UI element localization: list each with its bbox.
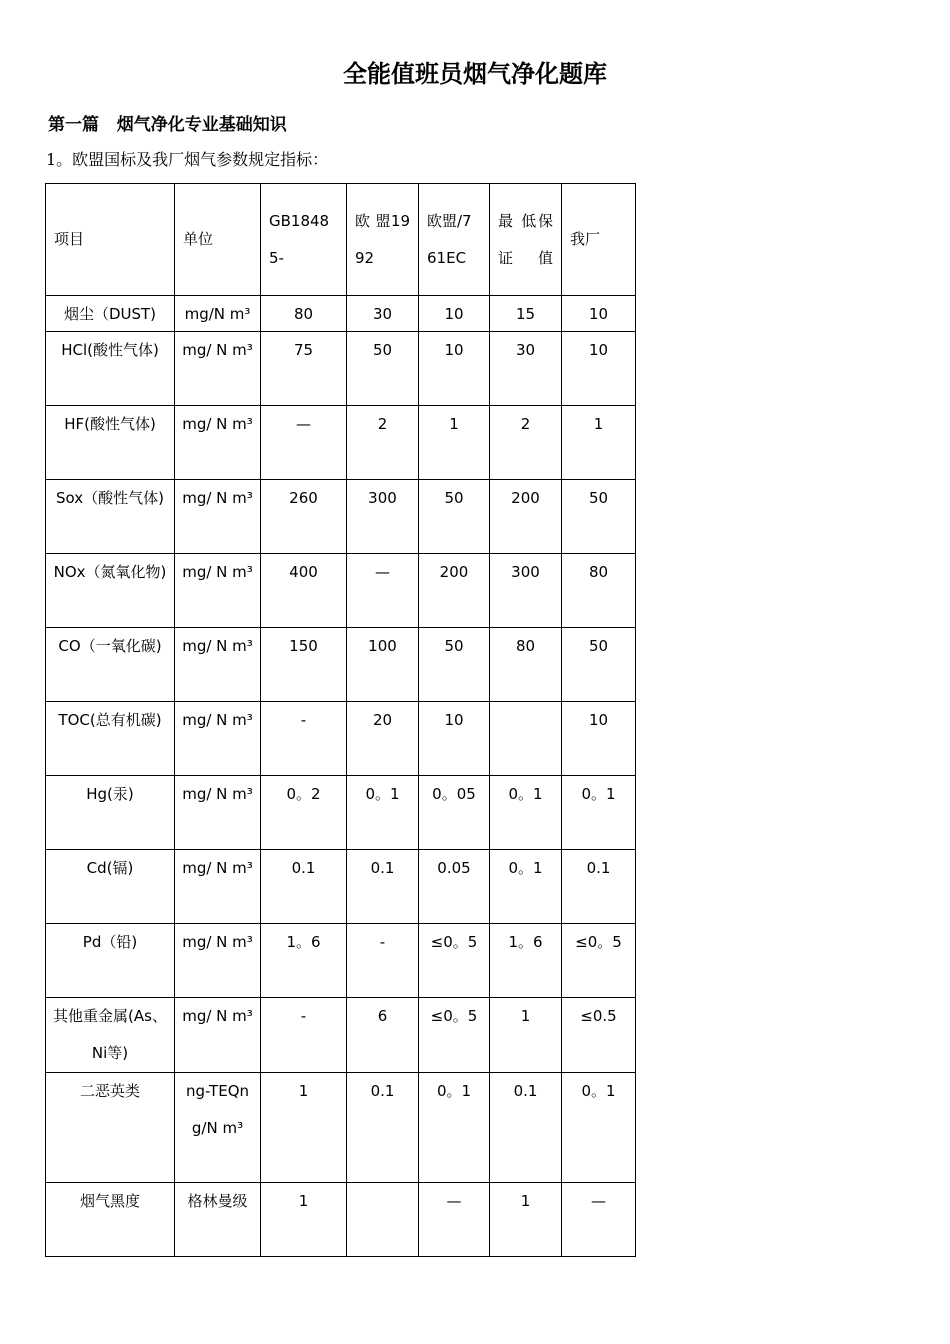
cell-our-plant: 10 <box>562 332 636 406</box>
cell-our-plant: 10 <box>562 296 636 332</box>
cell-eu-761ec: 1 <box>419 406 490 480</box>
section-heading: 第一篇 烟气净化专业基础知识 <box>48 115 287 135</box>
cell-unit: ng-TEQng/N m³ <box>175 1073 261 1183</box>
cell-eu-1992: 20 <box>347 702 419 776</box>
cell-min-guarantee: 15 <box>490 296 562 332</box>
cell-our-plant: 1 <box>562 406 636 480</box>
cell-gb18485: 0。2 <box>261 776 347 850</box>
table-row <box>46 924 636 998</box>
cell-eu-761ec: 10 <box>419 332 490 406</box>
cell-min-guarantee: 1。6 <box>490 924 562 998</box>
header-gb18485: GB18485- <box>261 184 347 296</box>
cell-gb18485: 1。6 <box>261 924 347 998</box>
cell-unit: mg/ N m³ <box>175 702 261 776</box>
cell-our-plant: ≤0。5 <box>562 924 636 998</box>
cell-item: Pd（铅) <box>46 924 175 998</box>
cell-eu-761ec: 10 <box>419 296 490 332</box>
table-row <box>46 296 636 332</box>
header-eu-1992: 欧 盟1992 <box>347 184 419 296</box>
cell-eu-1992: 300 <box>347 480 419 554</box>
header-min-guarantee: 最 低保 证值 <box>490 184 562 296</box>
document-title: 全能值班员烟气净化题库 <box>343 60 607 88</box>
cell-item: Sox（酸性气体) <box>46 480 175 554</box>
cell-item: TOC(总有机碳) <box>46 702 175 776</box>
cell-item: HCl(酸性气体) <box>46 332 175 406</box>
cell-min-guarantee: 1 <box>490 1183 562 1257</box>
table-row <box>46 850 636 924</box>
cell-min-guarantee: 30 <box>490 332 562 406</box>
cell-eu-1992 <box>347 1183 419 1257</box>
cell-eu-761ec: ≤0。5 <box>419 998 490 1073</box>
cell-gb18485: — <box>261 406 347 480</box>
cell-eu-761ec: 10 <box>419 702 490 776</box>
cell-gb18485: 150 <box>261 628 347 702</box>
cell-gb18485: 1 <box>261 1073 347 1183</box>
cell-min-guarantee: 0.1 <box>490 1073 562 1183</box>
header-unit: 单位 <box>175 184 261 296</box>
cell-our-plant: ≤0.5 <box>562 998 636 1073</box>
emission-standards-table <box>45 183 636 1257</box>
cell-eu-1992: 0.1 <box>347 1073 419 1183</box>
cell-gb18485: - <box>261 998 347 1073</box>
cell-eu-1992: 6 <box>347 998 419 1073</box>
cell-gb18485: 75 <box>261 332 347 406</box>
cell-eu-1992: 50 <box>347 332 419 406</box>
cell-our-plant: 0。1 <box>562 1073 636 1183</box>
cell-min-guarantee: 0。1 <box>490 850 562 924</box>
cell-item: 烟尘（DUST) <box>46 296 175 332</box>
table-row <box>46 406 636 480</box>
cell-our-plant: 80 <box>562 554 636 628</box>
cell-unit: mg/ N m³ <box>175 554 261 628</box>
cell-unit: mg/ N m³ <box>175 850 261 924</box>
cell-item: Hg(汞) <box>46 776 175 850</box>
table-row <box>46 628 636 702</box>
cell-eu-1992: 0.1 <box>347 850 419 924</box>
cell-unit: 格林曼级 <box>175 1183 261 1257</box>
cell-eu-761ec: 50 <box>419 628 490 702</box>
cell-min-guarantee <box>490 702 562 776</box>
header-our-plant: 我厂 <box>562 184 636 296</box>
cell-item: NOx（氮氧化物) <box>46 554 175 628</box>
cell-our-plant: 10 <box>562 702 636 776</box>
intro-text: 1。欧盟国标及我厂烟气参数规定指标： <box>46 150 329 169</box>
cell-eu-1992: - <box>347 924 419 998</box>
header-item: 项目 <box>46 184 175 296</box>
cell-our-plant: 50 <box>562 628 636 702</box>
cell-our-plant: 0.1 <box>562 850 636 924</box>
cell-item: HF(酸性气体) <box>46 406 175 480</box>
table-row <box>46 998 636 1073</box>
cell-item: 其他重金属(As、Ni等) <box>46 998 175 1073</box>
cell-gb18485: 1 <box>261 1183 347 1257</box>
cell-min-guarantee: 2 <box>490 406 562 480</box>
cell-eu-1992: 2 <box>347 406 419 480</box>
cell-unit: mg/ N m³ <box>175 924 261 998</box>
cell-unit: mg/ N m³ <box>175 332 261 406</box>
cell-unit: mg/N m³ <box>175 296 261 332</box>
table-row <box>46 480 636 554</box>
cell-eu-761ec: 0.05 <box>419 850 490 924</box>
cell-unit: mg/ N m³ <box>175 406 261 480</box>
cell-min-guarantee: 300 <box>490 554 562 628</box>
cell-our-plant: 50 <box>562 480 636 554</box>
cell-gb18485: 80 <box>261 296 347 332</box>
cell-gb18485: 0.1 <box>261 850 347 924</box>
cell-min-guarantee: 0。1 <box>490 776 562 850</box>
cell-unit: mg/ N m³ <box>175 776 261 850</box>
cell-item: 二恶英类 <box>46 1073 175 1183</box>
cell-unit: mg/ N m³ <box>175 998 261 1073</box>
table-row <box>46 554 636 628</box>
cell-item: 烟气黑度 <box>46 1183 175 1257</box>
cell-our-plant: — <box>562 1183 636 1257</box>
cell-min-guarantee: 80 <box>490 628 562 702</box>
cell-gb18485: 400 <box>261 554 347 628</box>
cell-min-guarantee: 200 <box>490 480 562 554</box>
cell-eu-761ec: 0。05 <box>419 776 490 850</box>
cell-eu-1992: 100 <box>347 628 419 702</box>
cell-eu-1992: 30 <box>347 296 419 332</box>
header-eu-761ec: 欧盟/761EC <box>419 184 490 296</box>
table-row <box>46 332 636 406</box>
cell-eu-761ec: — <box>419 1183 490 1257</box>
cell-min-guarantee: 1 <box>490 998 562 1073</box>
cell-our-plant: 0。1 <box>562 776 636 850</box>
cell-eu-761ec: 200 <box>419 554 490 628</box>
table-row <box>46 776 636 850</box>
cell-item: Cd(镉) <box>46 850 175 924</box>
cell-eu-761ec: ≤0。5 <box>419 924 490 998</box>
table-row <box>46 1073 636 1183</box>
cell-unit: mg/ N m³ <box>175 628 261 702</box>
cell-item: CO（一氧化碳) <box>46 628 175 702</box>
table-header-row <box>46 184 636 296</box>
cell-eu-761ec: 0。1 <box>419 1073 490 1183</box>
cell-gb18485: - <box>261 702 347 776</box>
cell-eu-761ec: 50 <box>419 480 490 554</box>
cell-eu-1992: 0。1 <box>347 776 419 850</box>
cell-unit: mg/ N m³ <box>175 480 261 554</box>
cell-gb18485: 260 <box>261 480 347 554</box>
table-row <box>46 1183 636 1257</box>
cell-eu-1992: — <box>347 554 419 628</box>
table-row <box>46 702 636 776</box>
